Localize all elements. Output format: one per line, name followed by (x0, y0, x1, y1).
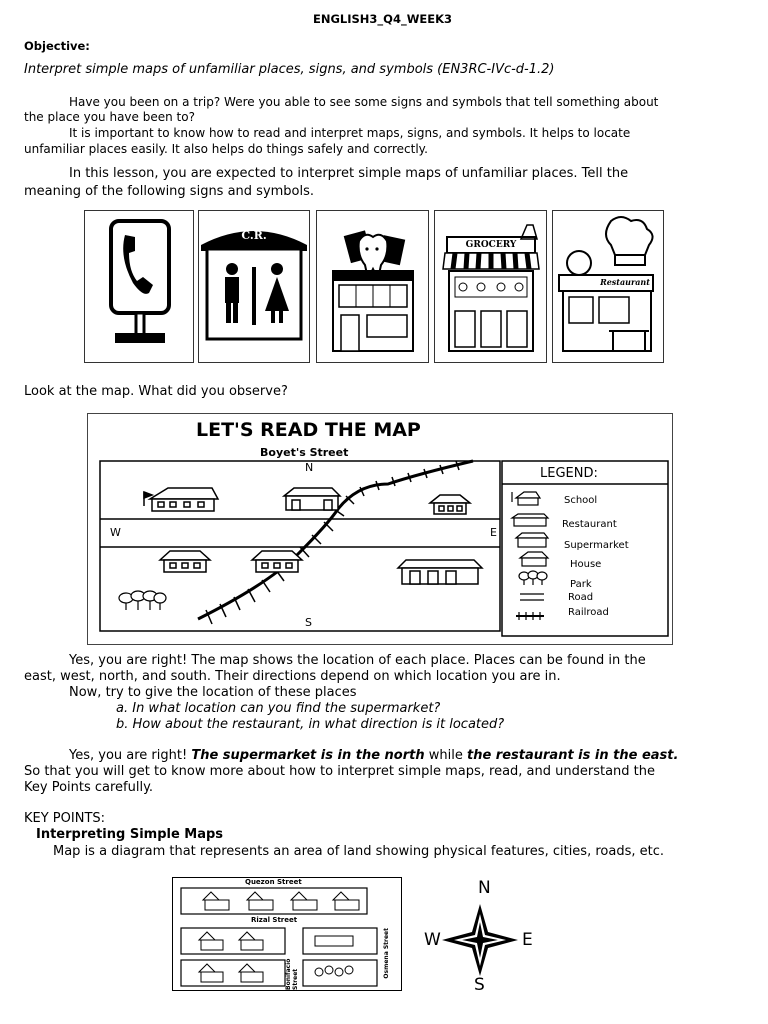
objective-text: Interpret simple maps of unfamiliar places, signs, and symbols (EN3RC-IVc-d-1.2) (24, 62, 555, 77)
objective-label: Objective: (24, 39, 90, 53)
legend-title: LEGEND: (540, 466, 598, 481)
dental-clinic-icon (317, 211, 428, 362)
legend-supermarket: Supermarket (564, 540, 629, 551)
small-street-map (172, 877, 402, 991)
map-street-label: Boyet's Street (260, 446, 349, 459)
map-west-label: W (110, 526, 121, 539)
compass-east: E (522, 930, 533, 950)
intro-line: Have you been on a trip? Were you able to see some signs and symbols that tell something about (69, 95, 659, 109)
map-north-label: N (305, 461, 314, 474)
intro-line: In this lesson, you are expected to interpret simple maps of unfamiliar places. Tell the (69, 166, 629, 181)
legend-park: Park (570, 579, 592, 590)
intro-line: unfamiliar places easily. It also helps do things safely and correctly. (24, 142, 428, 156)
restaurant-sign-panel (552, 210, 664, 363)
key-points-definition: Map is a diagram that represents an area of land showing physical features, cities, roads, etc. (53, 844, 664, 859)
small-map-drawing (173, 878, 401, 990)
key-points-label: KEY POINTS: (24, 811, 106, 826)
result-bold-1: The supermarket is in the north (191, 748, 425, 763)
legend-railroad: Railroad (568, 607, 609, 618)
main-map (87, 413, 673, 645)
dental-clinic-sign-panel (316, 210, 429, 363)
compass-north: N (478, 878, 491, 898)
key-points-heading: Interpreting Simple Maps (36, 827, 224, 842)
comfort-room-sign-panel (198, 210, 310, 363)
restaurant-label: Restaurant (600, 277, 650, 287)
result-pre: Yes, you are right! (69, 748, 192, 763)
map-title: LET'S READ THE MAP (196, 419, 421, 441)
grocery-sign-panel (434, 210, 547, 363)
question-a: a. In what location can you find the supermarket? (116, 701, 441, 716)
document-title: ENGLISH3_Q4_WEEK3 (313, 12, 453, 26)
street-label-bonifacio: Bonifacio Street (285, 958, 299, 990)
telephone-icon (85, 211, 193, 362)
result-mid: while (424, 748, 467, 763)
answer-line: Now, try to give the location of these places (69, 685, 357, 700)
answer-line: east, west, north, and south. Their directions depend on which location you are in. (24, 669, 561, 684)
street-label-osmena: Osmena Street (383, 928, 390, 979)
result-bold-2: the restaurant is in the east. (466, 748, 679, 763)
compass-south: S (474, 975, 485, 995)
look-at-map-text: Look at the map. What did you observe? (24, 384, 288, 399)
compass-west: W (424, 930, 441, 950)
map-south-label: S (305, 616, 312, 629)
result-line-2: So that you will get to know more about how to interpret simple maps, read, and understand the (24, 764, 656, 779)
legend-school: School (564, 495, 598, 506)
grocery-store-icon (435, 211, 546, 362)
question-b: b. How about the restaurant, in what direction is it located? (116, 717, 505, 732)
cr-label: C.R. (241, 229, 267, 242)
legend-restaurant: Restaurant (562, 519, 617, 530)
legend-house: House (570, 559, 602, 570)
intro-line: the place you have been to? (24, 110, 195, 124)
result-line (69, 748, 678, 764)
result-line-3: Key Points carefully. (24, 780, 154, 795)
street-label-quezon: Quezon Street (245, 878, 302, 886)
intro-line: meaning of the following signs and symbols. (24, 184, 315, 199)
street-label-rizal: Rizal Street (251, 916, 298, 924)
intro-line: It is important to know how to read and interpret maps, signs, and symbols. It helps to locate (69, 126, 631, 140)
map-east-label: E (490, 526, 497, 539)
telephone-sign-panel (84, 210, 194, 363)
answer-line: Yes, you are right! The map shows the location of each place. Places can be found in the (69, 653, 646, 668)
legend-road: Road (568, 592, 594, 603)
grocery-label: GROCERY (465, 240, 517, 250)
